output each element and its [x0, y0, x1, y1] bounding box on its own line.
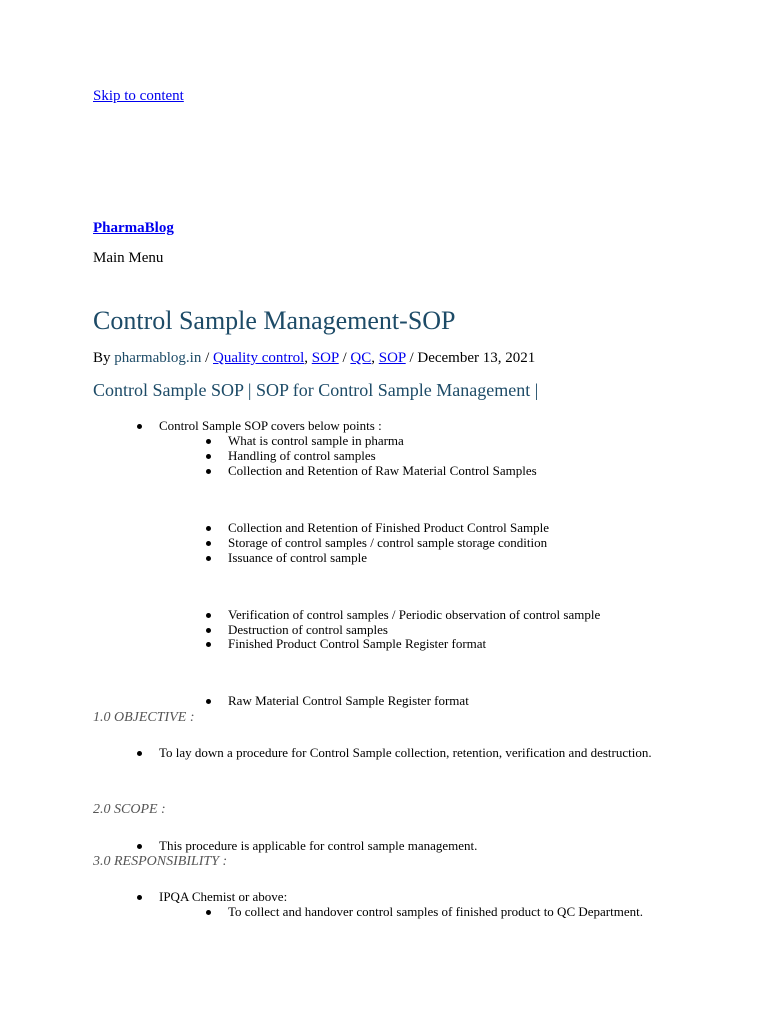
list-item: [228, 520, 549, 535]
category-link-quality-control[interactable]: Quality control: [213, 350, 305, 366]
list-item-text: Finished Product Control Sample Register format: [228, 636, 487, 651]
section-heading-responsibility: 3.0 RESPONSIBILITY :: [93, 854, 228, 869]
bullet-icon: [137, 844, 142, 849]
list-item-text: Destruction of control samples: [228, 622, 388, 637]
list-item: [228, 550, 367, 565]
list-item: [159, 838, 477, 853]
list-item: [228, 904, 643, 919]
meta-by: By: [93, 350, 115, 366]
list-item: [228, 607, 600, 622]
list-item-text: To collect and handover control samples of finished product to QC Department.: [228, 904, 643, 919]
list-item-text: This procedure is applicable for control sample management.: [159, 838, 478, 853]
category-link-sop[interactable]: SOP: [311, 350, 339, 366]
main-menu-toggle[interactable]: Main Menu: [93, 250, 164, 266]
list-item-text: What is control sample in pharma: [228, 433, 404, 448]
page-title: Control Sample Management-SOP: [93, 306, 456, 335]
bullet-icon: [206, 439, 211, 444]
category-link-sop-2[interactable]: SOP: [378, 350, 406, 366]
list-item: [228, 463, 537, 478]
bullet-icon: [137, 424, 142, 429]
bullet-icon: [206, 526, 211, 531]
list-item-text: Raw Material Control Sample Register format: [228, 693, 469, 708]
list-item-text: To lay down a procedure for Control Sample collection, retention, verification and destruction.: [159, 745, 652, 760]
list-item-text: IPQA Chemist or above:: [159, 889, 288, 904]
bullet-icon: [206, 556, 211, 561]
list-item: [228, 535, 547, 550]
list-item: [159, 418, 382, 433]
list-item: [228, 448, 376, 463]
article-subtitle: Control Sample SOP | SOP for Control Sample Management |: [93, 380, 539, 400]
list-item: [228, 636, 486, 651]
list-item-text: Handling of control samples: [228, 448, 376, 463]
post-meta: [93, 350, 535, 367]
bullet-icon: [206, 469, 211, 474]
list-item: [228, 693, 469, 708]
meta-separator: /: [201, 350, 214, 366]
bullet-icon: [137, 751, 142, 756]
bullet-icon: [206, 613, 211, 618]
bullet-icon: [137, 895, 142, 900]
list-item: [228, 433, 404, 448]
meta-separator: /: [338, 350, 351, 366]
bullet-icon: [206, 642, 211, 647]
section-heading-objective: 1.0 OBJECTIVE :: [93, 710, 195, 725]
list-item-text: Control Sample SOP covers below points :: [159, 418, 382, 433]
post-date: December 13, 2021: [417, 350, 536, 366]
section-heading-scope: 2.0 SCOPE :: [93, 802, 166, 817]
meta-comma: ,: [304, 350, 312, 366]
category-link-qc[interactable]: QC: [350, 350, 372, 366]
bullet-icon: [206, 541, 211, 546]
site-brand-link[interactable]: PharmaBlog: [93, 220, 174, 236]
list-item-text: Issuance of control sample: [228, 550, 367, 565]
list-item: [159, 745, 652, 760]
bullet-icon: [206, 454, 211, 459]
meta-comma: ,: [371, 350, 379, 366]
bullet-icon: [206, 910, 211, 915]
bullet-icon: [206, 699, 211, 704]
list-item-text: Collection and Retention of Finished Product Control Sample: [228, 520, 549, 535]
list-item-text: Verification of control samples / Periodic observation of control sample: [228, 607, 601, 622]
meta-separator: /: [405, 350, 418, 366]
list-item: [159, 889, 287, 904]
list-item: [228, 622, 388, 637]
list-item-text: Storage of control samples / control sample storage condition: [228, 535, 548, 550]
list-item-text: Collection and Retention of Raw Material Control Samples: [228, 463, 537, 478]
skip-to-content-link[interactable]: Skip to content: [93, 88, 184, 104]
author-link[interactable]: pharmablog.in: [114, 350, 202, 366]
bullet-icon: [206, 628, 211, 633]
